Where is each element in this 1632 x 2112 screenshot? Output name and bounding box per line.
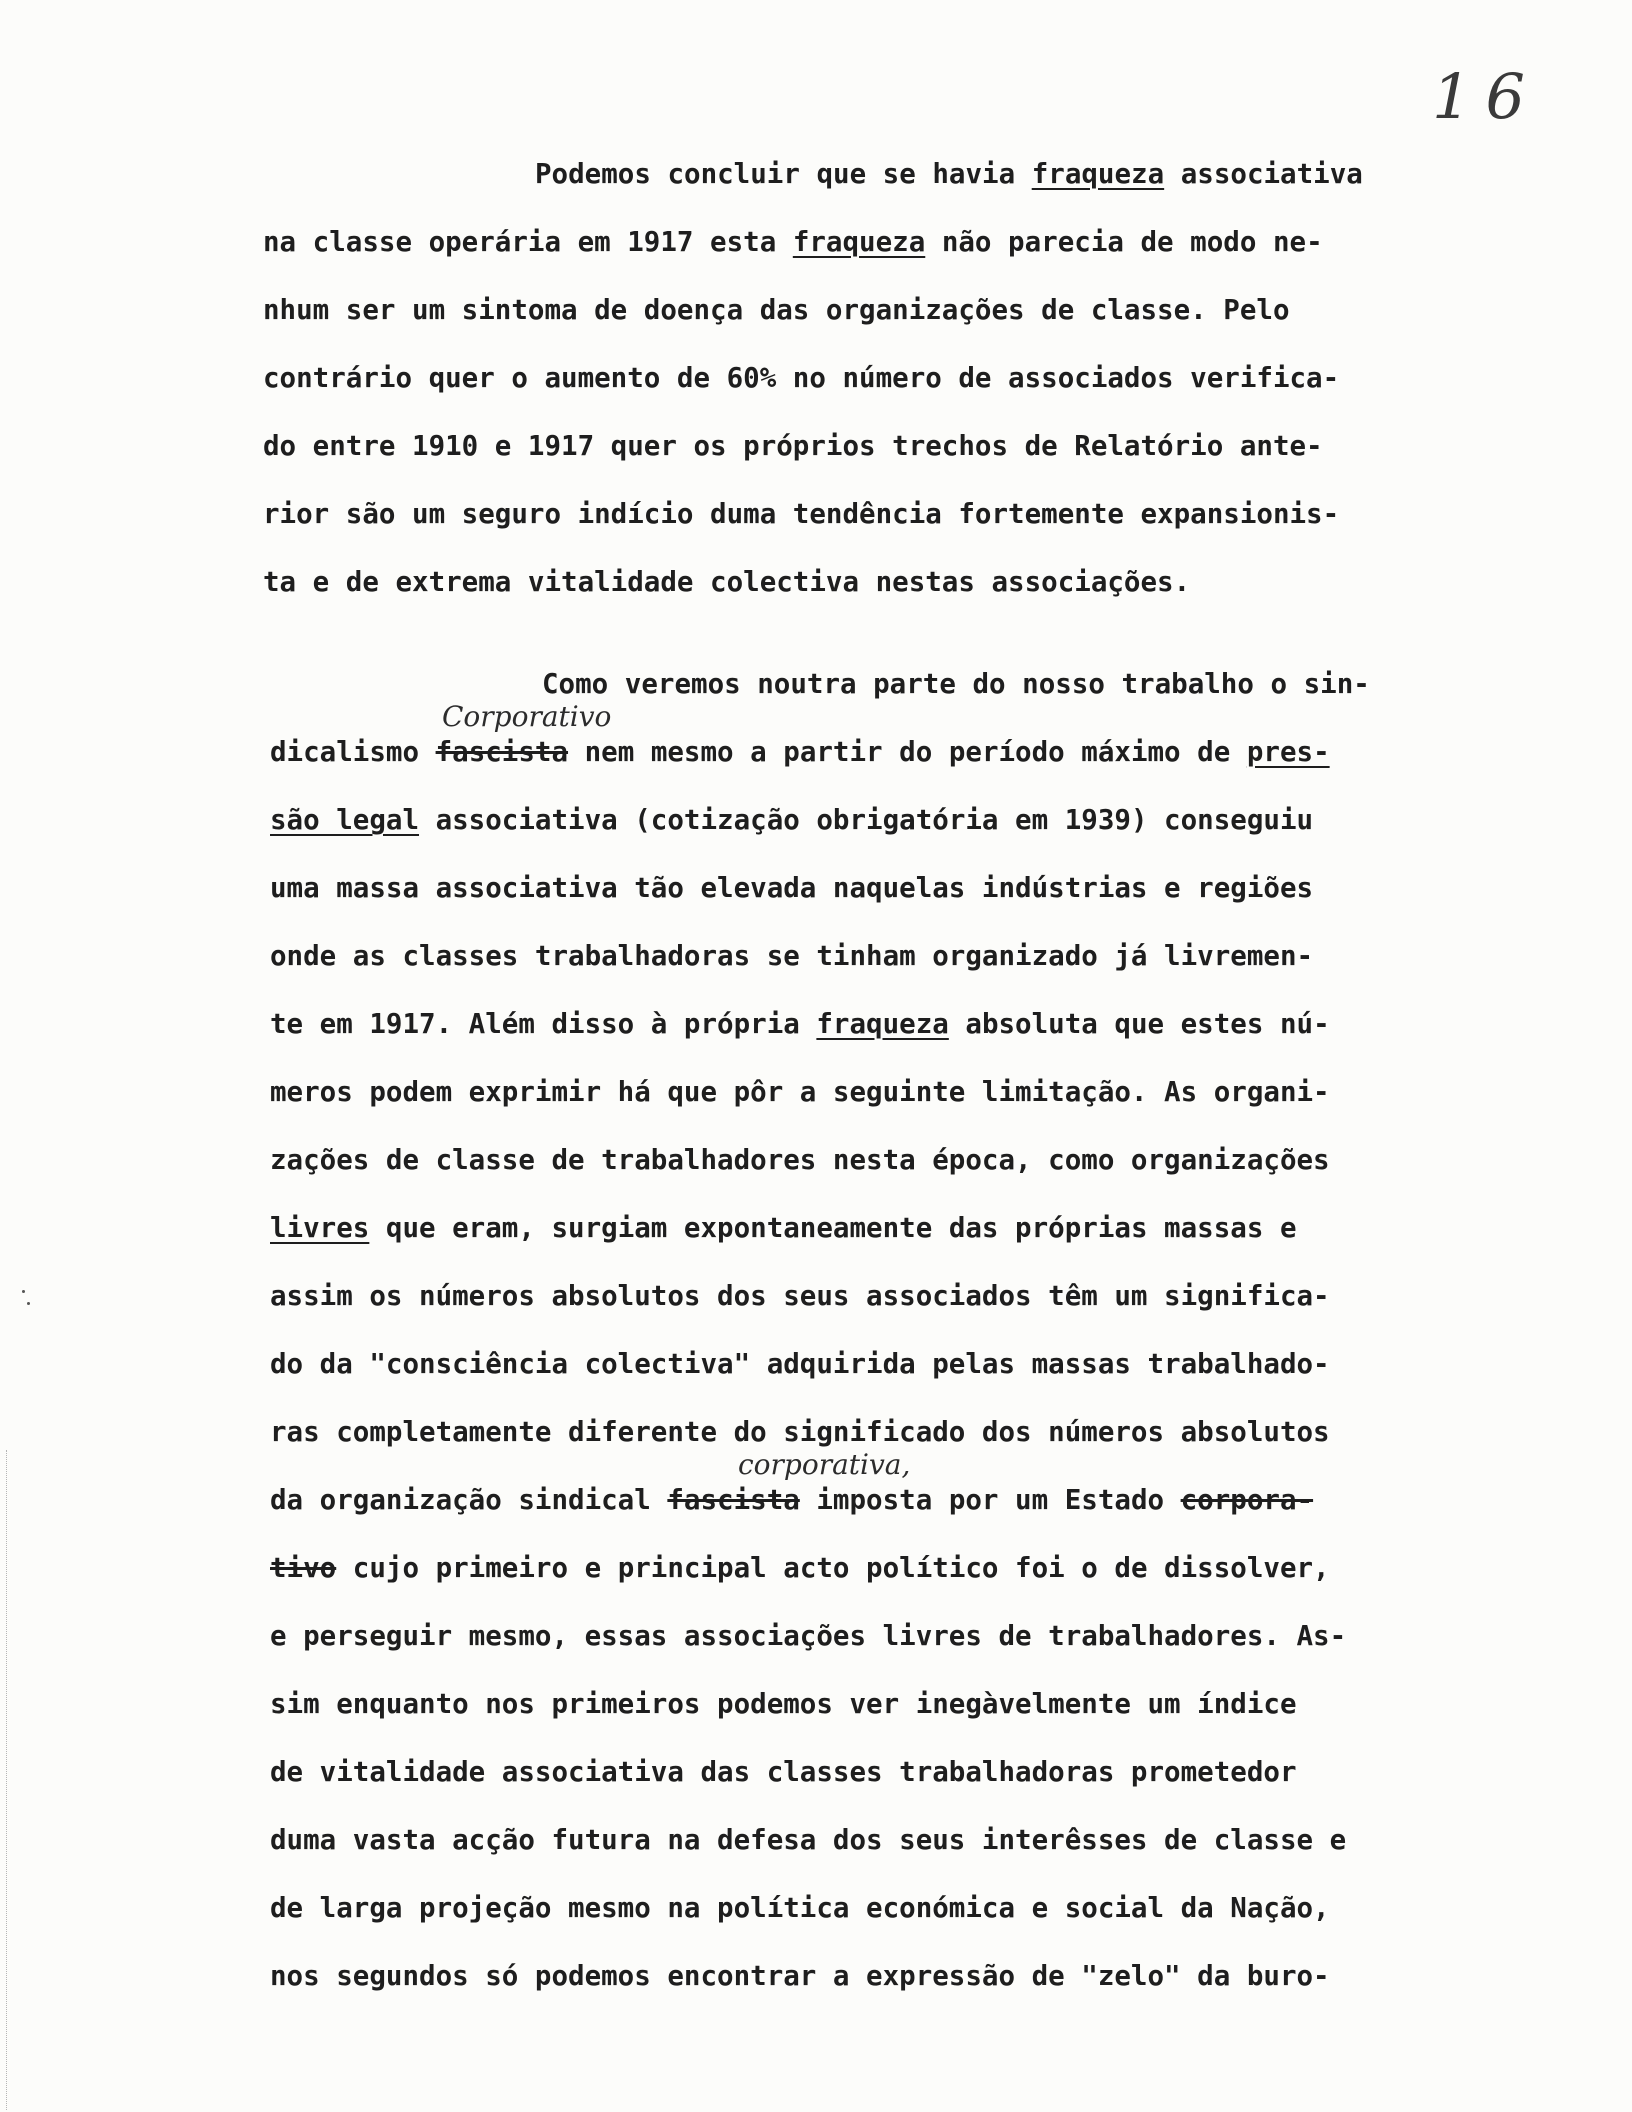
struck-word: fascista xyxy=(667,1484,800,1516)
text-line: são legal associativa (cotização obrigatória em 1939) conseguiu xyxy=(270,804,1314,836)
scan-speck xyxy=(27,1302,30,1305)
text-line: de vitalidade associativa das classes trabalhadoras prometedor xyxy=(270,1756,1297,1788)
text-line: nhum ser um sintoma de doença das organizações de classe. Pelo xyxy=(263,294,1290,326)
text-line: Como veremos noutra parte do nosso trabalho o sin- xyxy=(542,668,1370,700)
text-line: uma massa associativa tão elevada naquelas indústrias e regiões xyxy=(270,872,1314,904)
struck-word: corpora- xyxy=(1180,1484,1314,1516)
text-line: sim enquanto nos primeiros podemos ver inegàvelmente um índice xyxy=(270,1688,1297,1720)
text-line: e perseguir mesmo, essas associações livres de trabalhadores. As- xyxy=(270,1620,1347,1652)
text-line: contrário quer o aumento de 60% no número de associados verifica- xyxy=(263,362,1340,394)
handwritten-insertion: corporativa, xyxy=(738,1448,911,1481)
text-line: assim os números absolutos dos seus associados têm um significa- xyxy=(270,1280,1330,1312)
text-line: livres que eram, surgiam expontaneamente das próprias massas e xyxy=(270,1212,1297,1244)
text-line: meros podem exprimir há que pôr a seguinte limitação. As organi- xyxy=(270,1076,1330,1108)
text-line: dicalismo fascista nem mesmo a partir do período máximo de pres- xyxy=(270,736,1330,768)
struck-word: tivo xyxy=(270,1552,337,1584)
text-line: ras completamente diferente do significado dos números absolutos xyxy=(270,1416,1330,1448)
text-line: zações de classe de trabalhadores nesta época, como organizações xyxy=(270,1144,1330,1176)
text-line: de larga projeção mesmo na política económica e social da Nação, xyxy=(270,1892,1330,1924)
text-line: onde as classes trabalhadoras se tinham organizado já livremen- xyxy=(270,940,1314,972)
margin-line xyxy=(6,1450,8,2110)
text-line: nos segundos só podemos encontrar a expressão de "zelo" da buro- xyxy=(270,1960,1330,1992)
text-line: do entre 1910 e 1917 quer os próprios trechos de Relatório ante- xyxy=(263,430,1323,462)
text-line: da organização sindical fascista imposta por um Estado corpora- xyxy=(270,1484,1314,1516)
struck-word: fascista xyxy=(435,736,569,768)
text-line: duma vasta acção futura na defesa dos seus interêsses de classe e xyxy=(270,1824,1347,1856)
text-line: do da "consciência colectiva" adquirida pelas massas trabalhado- xyxy=(270,1348,1330,1380)
scan-speck xyxy=(22,1290,25,1293)
text-line: te em 1917. Além disso à própria fraqueza absoluta que estes nú- xyxy=(270,1008,1330,1040)
handwritten-insertion: Corporativo xyxy=(442,700,612,733)
text-line: rior são um seguro indício duma tendência fortemente expansionis- xyxy=(263,498,1340,530)
text-line: na classe operária em 1917 esta fraqueza não parecia de modo ne- xyxy=(263,226,1323,258)
page-number: 16 xyxy=(1432,60,1539,133)
text-line: ta e de extrema vitalidade colectiva nestas associações. xyxy=(263,566,1191,598)
text-line: Podemos concluir que se havia fraqueza associativa xyxy=(535,158,1363,190)
text-line: tivo cujo primeiro e principal acto político foi o de dissolver, xyxy=(270,1552,1330,1584)
